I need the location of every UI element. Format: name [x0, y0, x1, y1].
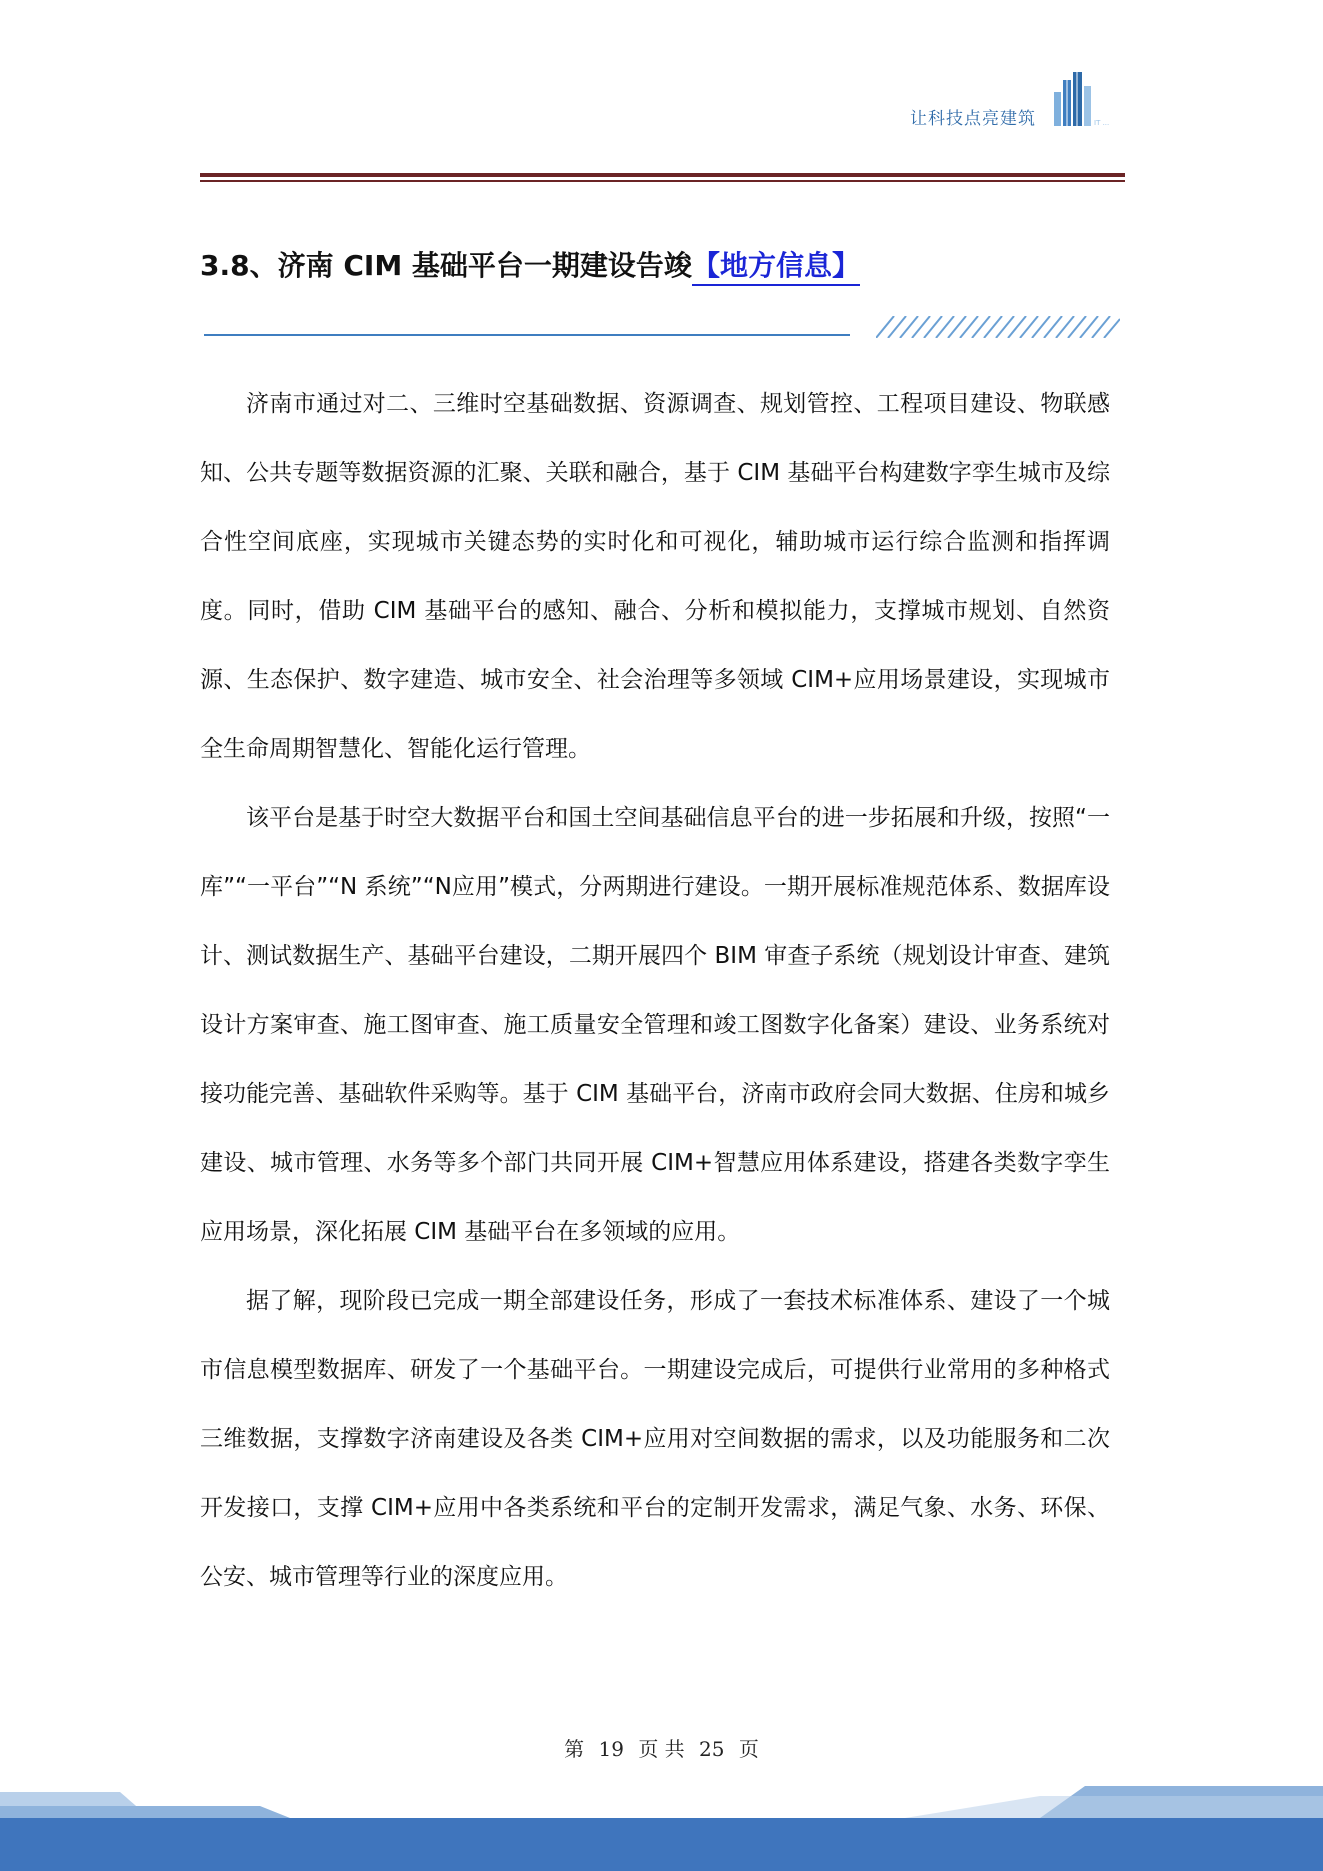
article-title-main: 3.8、济南 CIM 基础平台一期建设告竣: [200, 249, 692, 282]
header-divider: [200, 173, 1125, 177]
header-brand: [880, 70, 1125, 130]
footer-band-decoration: [0, 1786, 1323, 1871]
building-skyline-logo: [1050, 70, 1122, 128]
page-mid: 页 共: [638, 1737, 685, 1761]
title-hatch-decoration: [876, 316, 1120, 338]
page-total: 25: [699, 1737, 725, 1761]
page-suffix: 页: [738, 1737, 759, 1761]
logo-small-text: IT ...: [1094, 119, 1110, 127]
header-divider-thin: [200, 180, 1125, 182]
page-current: 19: [598, 1737, 624, 1761]
title-underline: [204, 334, 850, 336]
header-slogan: 让科技点亮建筑: [910, 109, 1036, 129]
article-paragraph: 该平台是基于时空大数据平台和国土空间基础信息平台的进一步拓展和升级，按照“一库”“一平台”“N 系统”“N应用”模式，分两期进行建设。一期开展标准规范体系、数据库设计、测试数据生产、基础平台建设，二期开展四个 BIM 审查子系统（规划设计审查、建筑设计方案审查、施工图审查、施工质量安全管理和竣工图数字化备案）建设、业务系统对接功能完善、基础软件采购等。基于 CIM 基础平台，济南市政府会同大数据、住房和城乡建设、城市管理、水务等多个部门共同开展 CIM+智慧应用体系建设，搭建各类数字孪生应用场景，深化拓展 CIM 基础平台在多领域的应用。: [200, 805, 1110, 1245]
article-title: [200, 244, 860, 284]
page-number: [0, 1733, 1323, 1762]
article-body: [200, 370, 1110, 1612]
article-title-tag: 【地方信息】: [692, 249, 860, 286]
page-prefix: 第: [564, 1737, 585, 1761]
article-paragraph: 据了解，现阶段已完成一期全部建设任务，形成了一套技术标准体系、建设了一个城市信息模型数据库、研发了一个基础平台。一期建设完成后，可提供行业常用的多种格式三维数据，支撑数字济南建设及各类 CIM+应用对空间数据的需求，以及功能服务和二次开发接口，支撑 CIM+应用中各类系统和平台的定制开发需求，满足气象、水务、环保、公安、城市管理等行业的深度应用。: [200, 1288, 1110, 1590]
article-paragraph: 济南市通过对二、三维时空基础数据、资源调查、规划管控、工程项目建设、物联感知、公共专题等数据资源的汇聚、关联和融合，基于 CIM 基础平台构建数字孪生城市及综合性空间底座，实现城市关键态势的实时化和可视化，辅助城市运行综合监测和指挥调度。同时，借助 CIM 基础平台的感知、融合、分析和模拟能力，支撑城市规划、自然资源、生态保护、数字建造、城市安全、社会治理等多领域 CIM+应用场景建设，实现城市全生命周期智慧化、智能化运行管理。: [200, 391, 1110, 762]
